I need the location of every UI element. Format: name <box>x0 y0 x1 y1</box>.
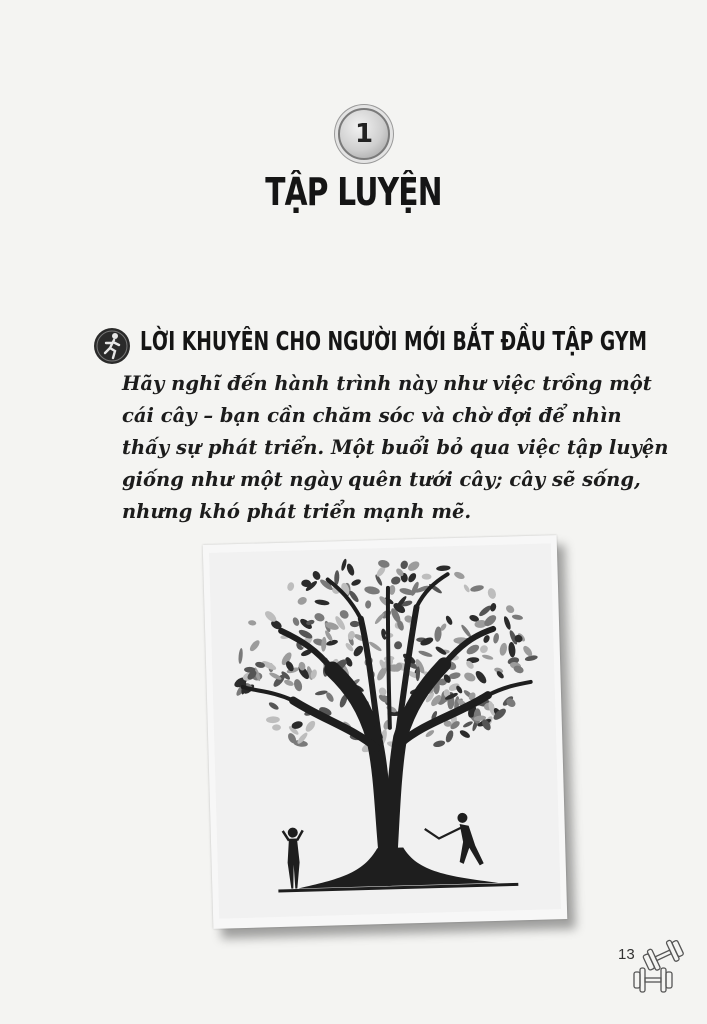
paragraph-line: thấy sự phát triển. Một buổi bỏ qua việc tập luyện <box>122 436 669 459</box>
chapter-number: 1 <box>354 119 374 149</box>
paragraph-line: giống như một ngày quên tưới cây; cây sẽ sống, <box>122 468 641 491</box>
paragraph-line: nhưng khó phát triển mạnh mẽ. <box>122 500 472 523</box>
tree-illustration <box>209 543 561 918</box>
paragraph-line: Hãy nghĩ đến hành trình này như việc trồng một <box>122 372 652 395</box>
paragraph-line: cái cây – bạn cần chăm sóc và chờ đợi để nhìn <box>122 404 622 427</box>
section-paragraph <box>122 368 669 528</box>
chapter-number-badge <box>338 108 390 160</box>
page-number: 13 <box>618 946 635 963</box>
dumbbell-icon <box>626 938 690 994</box>
chapter-title: TẬP LUYỆN <box>265 170 442 214</box>
illustration-photo <box>203 535 568 929</box>
runner-icon <box>92 326 132 366</box>
section-heading: LỜI KHUYÊN CHO NGƯỜI MỚI BẮT ĐẦU TẬP GYM <box>140 327 648 357</box>
